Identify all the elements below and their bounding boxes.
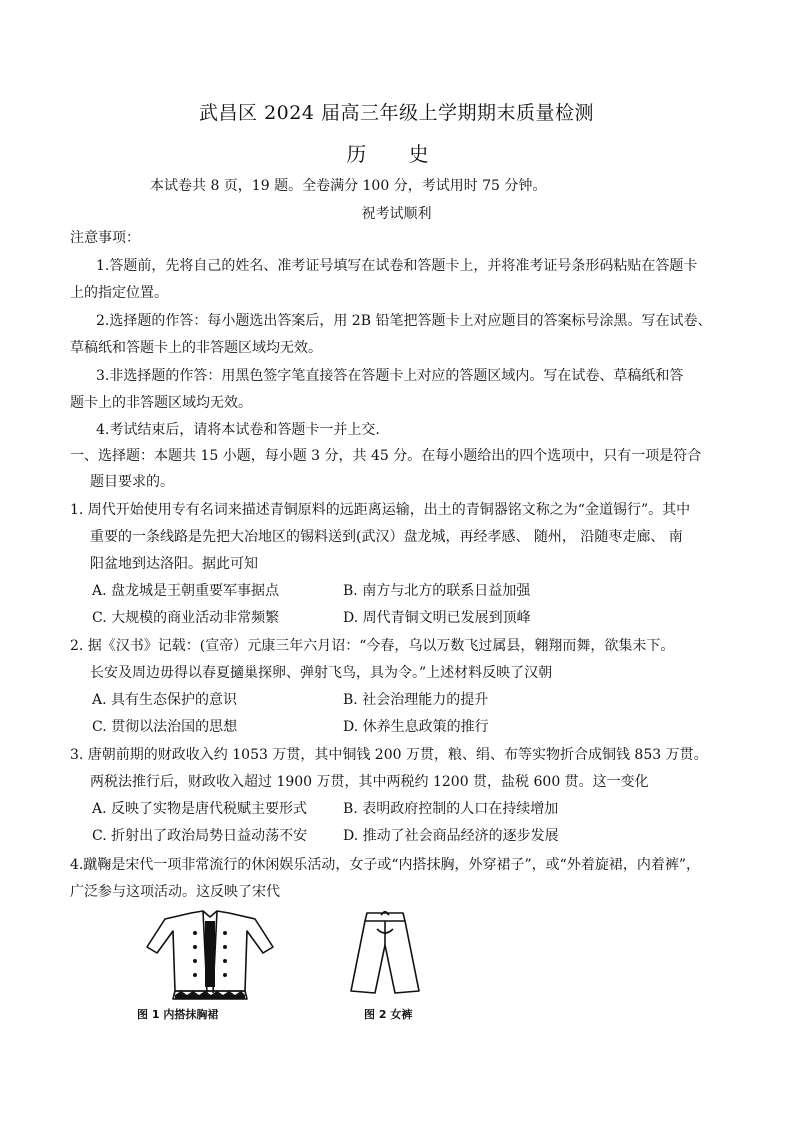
good-luck-text: 祝考试顺利 [361, 206, 432, 222]
q1-stem-line-2: 重要的一条线路是先把大冶地区的锡料送到(武汉）盘龙城，再经孝感、 随州， 沿随枣走廊、 南 [90, 529, 683, 545]
q1-option-b[interactable]: B. 南方与北方的联系日益加强 [343, 583, 531, 599]
q1-stem-line-1: 1. 周代开始使用专有名词来描述青铜原料的远距离运输，出土的青铜器铭文称之为“金道锡行”。其中 [70, 502, 691, 518]
note-2-line-1: 2.选择题的作答：每小题选出答案后，用 2B 铅笔把答题卡上对应题目的答案标号涂黑。写在试卷、 [96, 313, 712, 329]
q3-option-a[interactable]: A. 反映了实物是唐代税赋主要形式 [92, 801, 308, 817]
q1-option-c[interactable]: C. 大规模的商业活动非常频繁 [92, 610, 280, 626]
trousers-illustration [345, 911, 425, 999]
q4-stem-line-2: 广泛参与这项活动。这反映了宋代 [70, 884, 280, 900]
note-4: 4.考试结束后，请将本试卷和答题卡一并上交. [96, 422, 380, 438]
q2-stem-line-2: 长安及周边毋得以春夏擿巢探卵、弹射飞鸟，具为令。”上述材料反映了汉朝 [90, 665, 553, 681]
q2-option-c[interactable]: C. 贯彻以法治国的思想 [92, 719, 238, 735]
q1-option-d[interactable]: D. 周代青铜文明已发展到顶峰 [343, 610, 531, 626]
note-1-line-2: 上的指定位置。 [70, 285, 168, 301]
robe-illustration [145, 907, 275, 1002]
q1-option-a[interactable]: A. 盘龙城是王朝重要军事据点 [92, 583, 280, 599]
note-2-line-2: 草稿纸和答题卡上的非答题区域均无效。 [70, 340, 322, 356]
note-1-line-1: 1.答题前，先将自己的姓名、准考证号填写在试卷和答题卡上，并将准考证号条形码粘贴在答题卡 [96, 258, 698, 274]
q2-option-a[interactable]: A. 具有生态保护的意识 [92, 692, 238, 708]
exam-title: 武昌区 2024 届高三年级上学期期末质量检测 [199, 102, 594, 124]
q3-option-b[interactable]: B. 表明政府控制的人口在持续增加 [343, 801, 559, 817]
q3-option-c[interactable]: C. 折射出了政治局势日益动荡不安 [92, 828, 308, 844]
exam-info: 本试卷共 8 页，19 题。全卷满分 100 分，考试用时 75 分钟。 [150, 178, 547, 194]
q3-option-d[interactable]: D. 推动了社会商品经济的逐步发展 [343, 828, 559, 844]
q1-stem-line-3: 阳盆地到达洛阳。据此可知 [90, 556, 258, 572]
q3-stem-line-2: 两税法推行后，财政收入超过 1900 万贯，其中两税约 1200 贯，盐税 600 贯。这一变化 [90, 774, 649, 790]
note-3-line-2: 题卡上的非答题区域均无效。 [70, 395, 252, 411]
q2-option-b[interactable]: B. 社会治理能力的提升 [343, 692, 489, 708]
figure-2-caption: 图 2 女裤 [364, 1008, 413, 1021]
section-1-heading-cont: 题目要求的。 [90, 474, 174, 490]
note-3-line-1: 3.非选择题的作答：用黑色签字笔直接答在答题卡上对应的答题区域内。写在试卷、草稿纸和答 [96, 368, 684, 384]
q3-stem-line-1: 3. 唐朝前期的财政收入约 1053 万贯，其中铜钱 200 万贯，粮、绢、布等实物折合成铜钱 853 万贯。 [70, 747, 708, 763]
q2-stem-line-1: 2. 据《汉书》记载：(宣帝）元康三年六月诏：“今春，乌以万数飞过属县，翱翔而舞，欲集未下。 [70, 638, 675, 654]
q4-stem-line-1: 4.蹴鞠是宋代一项非常流行的休闲娱乐活动，女子或“内搭抹胸，外穿裙子”，或“外着旋裙，内着裤”， [70, 857, 700, 873]
notes-heading: 注意事项： [70, 230, 140, 246]
subject-title: 历 史 [346, 142, 447, 166]
section-1-heading: 一、选择题：本题共 15 小题，每小题 3 分，共 45 分。在每小题给出的四个选项中，只有一项是符合 [70, 448, 702, 464]
figure-1-caption: 图 1 内搭抹胸裙 [137, 1008, 219, 1021]
q2-option-d[interactable]: D. 休养生息政策的推行 [343, 719, 489, 735]
